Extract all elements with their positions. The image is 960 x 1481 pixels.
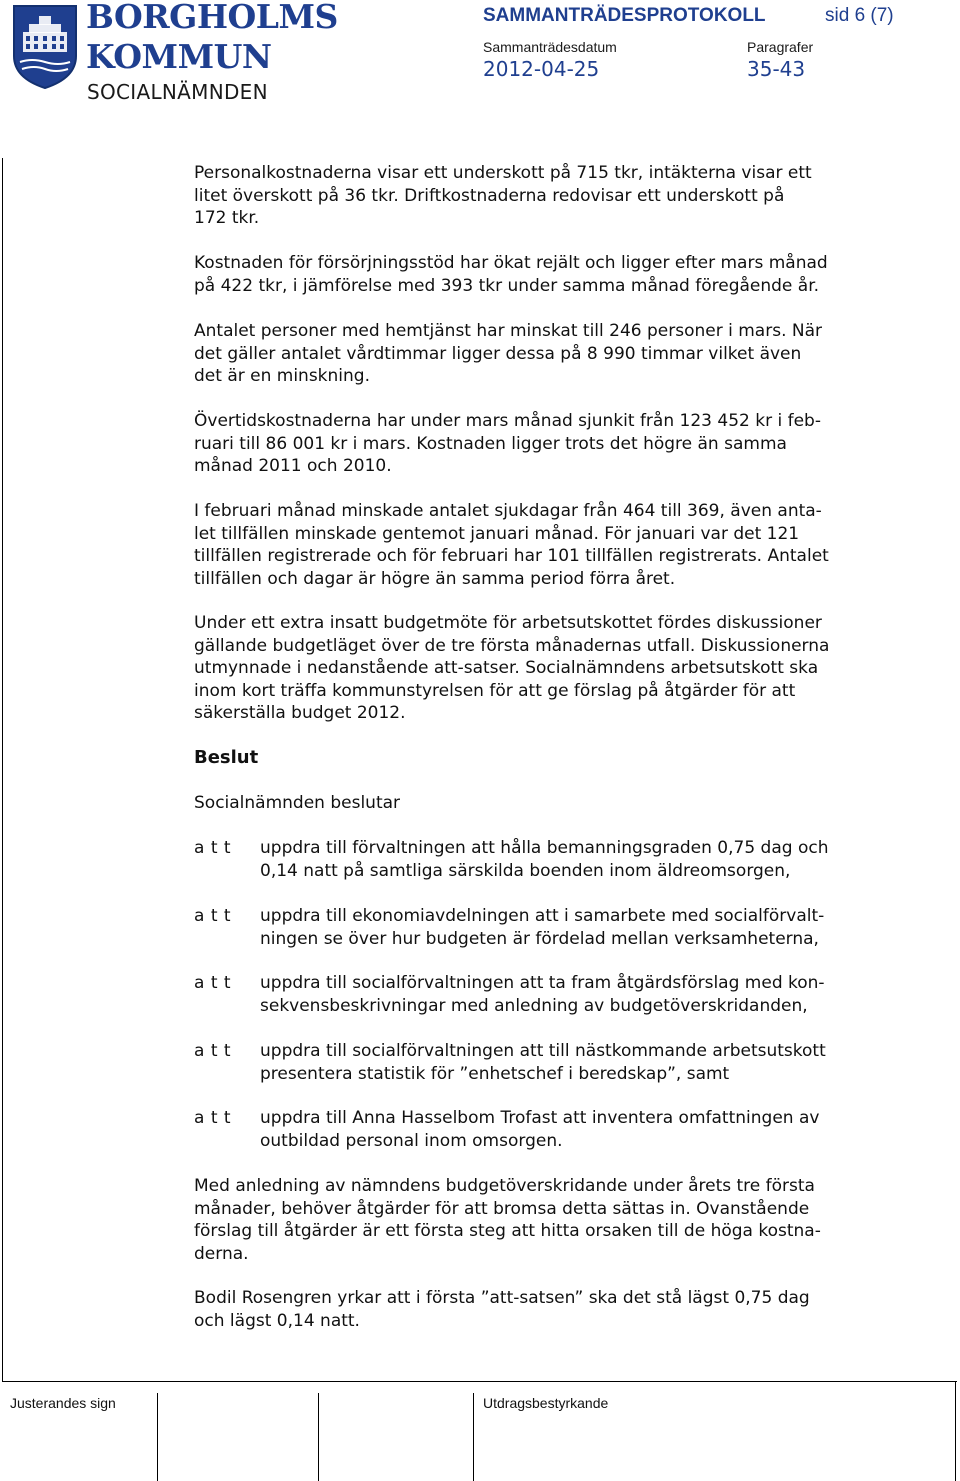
- footer-rule: [2, 1381, 957, 1382]
- signature-label: Justerandes sign: [10, 1395, 116, 1411]
- extract-certification-label: Utdragsbestyrkande: [483, 1395, 609, 1411]
- department-name: SOCIALNÄMNDEN: [87, 80, 268, 104]
- footer-right-rule: [955, 1381, 956, 1481]
- municipality-logo: [10, 4, 80, 90]
- paragraph-budget-overrun: Med anledning av nämndens budgetöverskridande under årets tre första månader, behöver åtgärder för att bromsa detta sättas in. Ovanstående förslag till åtgärder är ett första steg att hitta orsaken till de höga kostna- derna.: [194, 1176, 821, 1264]
- signature-box-divider: [157, 1393, 158, 1481]
- att-label: a t t: [194, 1041, 232, 1061]
- paragraph-sick-days: I februari månad minskade antalet sjukdagar från 464 till 369, även anta- let tillfällen minskade gentemot januari månad. För januari var det 121 tillfällen registrerade och för februari har 101 tillfällen registrerats. Antalet tillfällen och dagar är högre än samma period förra året.: [194, 501, 829, 589]
- att-label: a t t: [194, 838, 232, 858]
- document-type: SAMMANTRÄDESPROTOKOLL: [483, 5, 766, 26]
- paragraph-income-support: Kostnaden för försörjningsstöd har ökat rejält och ligger efter mars månad på 422 tkr, i jämförelse med 393 tkr under samma månad föregående år.: [194, 253, 828, 296]
- paragraph-home-care: Antalet personer med hemtjänst har minskat till 246 personer i mars. När det gäller antalet vårdtimmar ligger dessa på 8 990 timmar vilket även det är en minskning.: [194, 321, 823, 386]
- left-margin-rule: [2, 158, 3, 1381]
- att-label: a t t: [194, 906, 232, 926]
- att-clause-4: uppdra till socialförvaltningen att till nästkommande arbetsutskott presentera statistik för ”enhetschef i beredskap”, samt: [260, 1041, 826, 1084]
- paragraphs-label: Paragrafer: [747, 39, 814, 55]
- paragraph-budget-meeting: Under ett extra insatt budgetmöte för arbetsutskottet fördes diskussioner gällande budgetläget över de tre första månadernas utfall. Diskussionerna utmynnade i nedanstående att-satser. Socialnämndens arbetsutskott ska inom kort träffa kommunstyrelsen för att ge förslag på åtgärder för att säkerställa budget 2012.: [194, 613, 830, 723]
- paragraph-motion: Bodil Rosengren yrkar att i första ”att-satsen” ska det stå lägst 0,75 dag och lägst 0,14 natt.: [194, 1288, 810, 1331]
- att-label: a t t: [194, 973, 232, 993]
- att-clause-1: uppdra till förvaltningen att hålla bemanningsgraden 0,75 dag och 0,14 natt på samtliga särskilda boenden inom äldreomsorgen,: [260, 838, 829, 881]
- org-name-line1: BORGHOLMS: [86, 0, 338, 36]
- paragraphs-value: 35-43: [747, 57, 806, 81]
- meeting-date-value: 2012-04-25: [483, 57, 600, 81]
- att-label: a t t: [194, 1108, 232, 1128]
- att-clause-5: uppdra till Anna Hasselbom Trofast att inventera omfattningen av outbildad personal inom omsorgen.: [260, 1108, 820, 1151]
- att-clause-2: uppdra till ekonomiavdelningen att i samarbete med socialförvalt- ningen se över hur budgeten är fördelad mellan verksamheterna,: [260, 906, 825, 949]
- signature-box-divider: [473, 1393, 474, 1481]
- signature-box-divider: [318, 1393, 319, 1481]
- att-clause-3: uppdra till socialförvaltningen att ta fram åtgärdsförslag med kon- sekvensbeskrivningar med anledning av budgetöverskridanden,: [260, 973, 825, 1016]
- decision-intro: Socialnämnden beslutar: [194, 793, 401, 813]
- org-name-line2: KOMMUN: [86, 37, 272, 76]
- paragraph-overtime: Övertidskostnaderna har under mars månad sjunkit från 123 452 kr i feb- ruari till 86 001 kr i mars. Kostnaden ligger trots det högre än samma månad 2011 och 2010.: [194, 411, 821, 476]
- paragraph-personnel-costs: Personalkostnaderna visar ett underskott på 715 tkr, intäkterna visar ett litet överskott på 36 tkr. Driftkostnaderna redovisar ett underskott på 172 tkr.: [194, 163, 812, 228]
- decision-heading: Beslut: [194, 747, 259, 768]
- meeting-date-label: Sammanträdesdatum: [483, 39, 617, 55]
- page-indicator: sid 6 (7): [825, 5, 894, 26]
